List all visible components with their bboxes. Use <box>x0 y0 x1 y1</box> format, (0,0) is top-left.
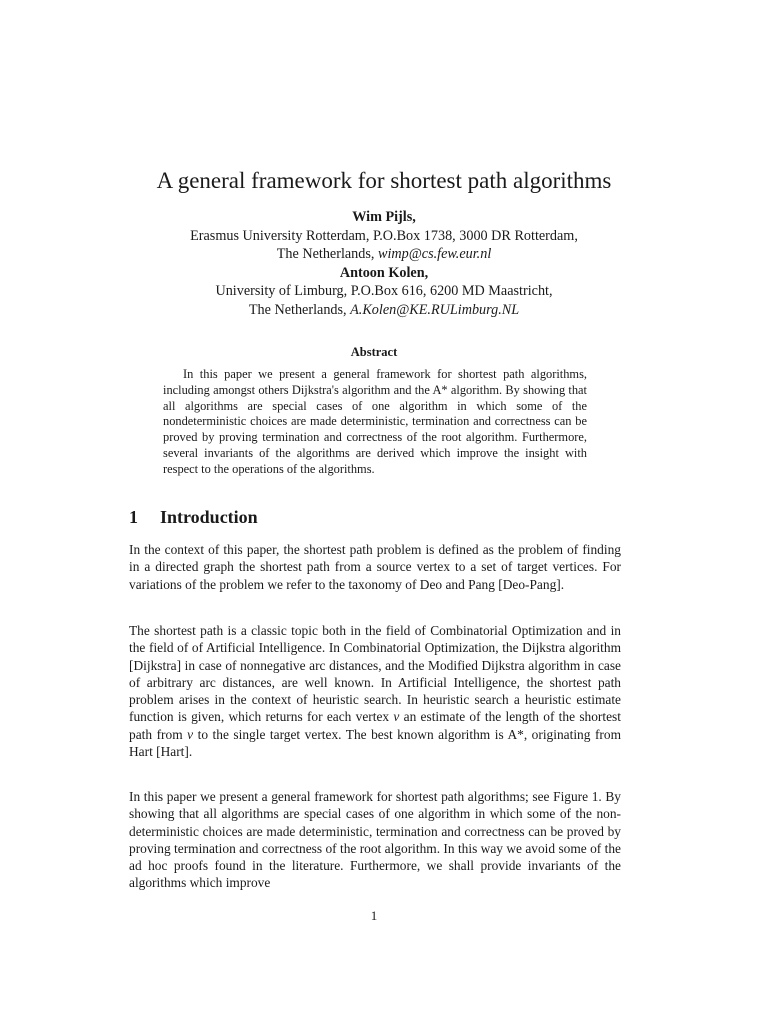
math-variable: v <box>393 709 400 725</box>
body-paragraph <box>129 622 621 760</box>
author-country-text: The Netherlands, <box>248 301 351 318</box>
author-country-text: The Netherlands, <box>276 246 378 262</box>
paragraph-text: to the single target vertex. The best known algorithm is A*, originating from Hart [Hart]. <box>129 726 621 760</box>
paragraph-text: The shortest path is a classic topic both in the field of Combinatorial Optimization and in the field of of Artificial Intelligence. In Combinatorial Optimization, the Dijkstra algorithm [Dijkstra] in case of nonnegative arc distances, and the Modified Dijkstra algorithm in case of arbitrary arc distances, are well known. In Artificial Intelligence, the shortest path problem arises in the context of heuristic search. In heuristic search a heuristic estimate function is given, which returns for each vertex <box>129 623 621 725</box>
author-affiliation: Erasmus University Rotterdam, P.O.Box 1738, 3000 DR Rotterdam, <box>190 227 578 244</box>
page-number: 1 <box>370 908 378 923</box>
section-heading <box>129 507 258 528</box>
abstract-heading: Abstract <box>350 345 398 359</box>
author-affiliation: University of Limburg, P.O.Box 616, 6200 MD Maastricht, <box>215 283 553 299</box>
author-email: wimp@cs.few.eur.nl <box>377 246 492 262</box>
math-variable: v <box>187 726 194 742</box>
author-name: Wim Pijls, <box>352 209 416 225</box>
author-affiliation-country <box>0 301 768 320</box>
abstract-text: In this paper we present a general framework for shortest path algorithms, including amongst others Dijkstra's algorithm and the A* algorithm. By showing that all algorithms are special cases of one algorithm in which some of the nondeterministic choices are made deterministic, termination and correctness can be proved by proving termination and correctness of the root algorithm. Furthermore, several invariants of the algorithms are derived which improve the insight with respect to the operations of the algorithms. <box>163 367 587 476</box>
author-email: A.Kolen@KE.RULimburg.NL <box>350 301 520 318</box>
paragraph-text: an estimate of the length of the shortest path from <box>129 709 621 742</box>
body-paragraph: In the context of this paper, the shortest path problem is defined as the problem of finding in a directed graph the shortest path from a source vertex to a set of target vertices. For variations of the problem we refer to the taxonomy of Deo and Pang [Deo-Pang]. <box>129 542 621 592</box>
body-paragraph: In this paper we present a general framework for shortest path algorithms; see Figure 1. By showing that all algorithms are special cases of one algorithm in which some of the non-deterministic choices are made deterministic, termination and correctness can be proved by proving termination and correctness of the root algorithm. In this way we avoid some of the ad hoc proofs found in the literature. Furthermore, we shall provide invariants of the algorithms which improve <box>129 789 621 891</box>
paper-title: A general framework for shortest path algorithms <box>156 168 612 193</box>
author-block <box>0 208 768 319</box>
section-title: Introduction <box>160 507 258 527</box>
section-number: 1 <box>129 507 138 527</box>
author-name: Antoon Kolen, <box>339 264 429 281</box>
author-affiliation-country <box>0 245 768 264</box>
